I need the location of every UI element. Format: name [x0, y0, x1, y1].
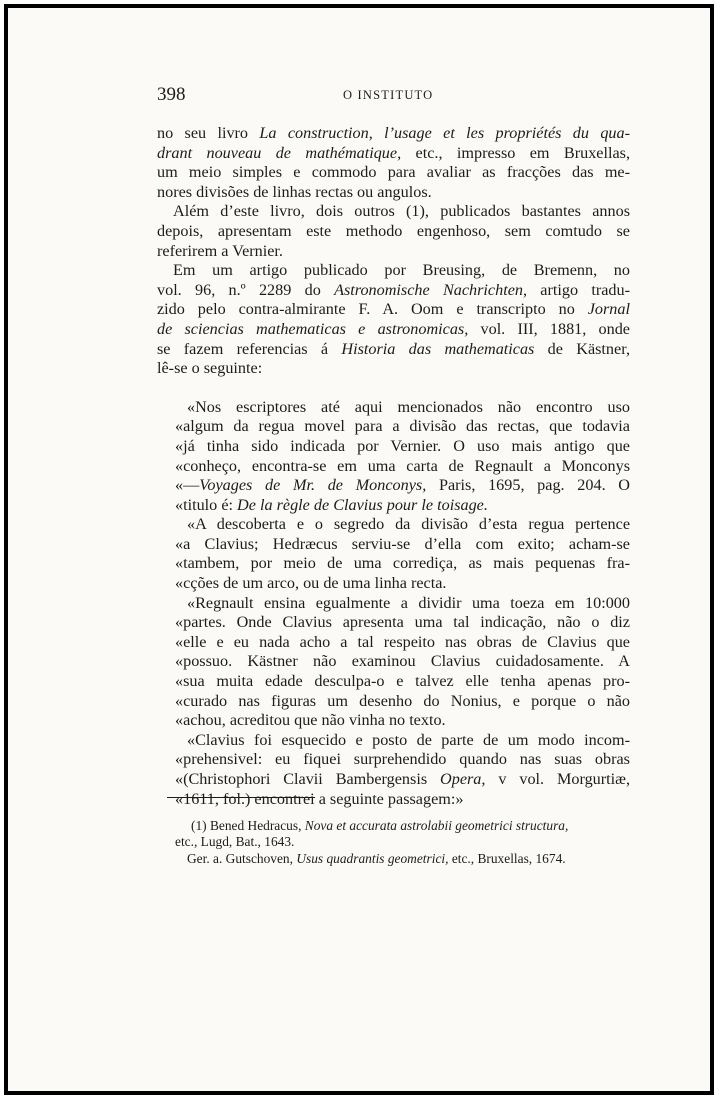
italic-text: La construction, l’usage et les propriétés du qua- — [259, 124, 630, 142]
text-run: de Kästner, — [534, 339, 630, 358]
text-line — [157, 554, 630, 574]
text-run: Em um artigo publicado por Breusing, de Bremenn, no — [173, 261, 630, 280]
text-run: «achou, acreditou que não vinha no texto. — [175, 711, 446, 730]
main-paragraphs — [157, 124, 630, 379]
text-line — [157, 242, 630, 262]
text-line — [157, 594, 630, 614]
text-line — [157, 790, 630, 810]
text-run: (1) Bened Hedracus, — [191, 818, 305, 833]
quote-paragraph — [157, 398, 630, 516]
text-run: «partes. Onde Clavius apresenta uma tal indicação, não o diz — [175, 613, 630, 632]
italic-text: De la règle de Clavius pour le toisage. — [237, 495, 488, 514]
text-line — [157, 398, 630, 418]
text-run: Ger. a. Gutschoven, — [187, 850, 297, 866]
text-run: vol. III, 1881, onde — [468, 319, 630, 338]
text-line — [157, 417, 630, 437]
text-line — [157, 437, 630, 457]
text-run: «curado nas figuras um desenho do Nonius, e porque o não — [175, 691, 630, 710]
text-line — [157, 261, 630, 281]
text-run: um meio simples e commodo para avaliar as fracções das me- — [157, 163, 630, 182]
page-number: 398 — [157, 84, 186, 105]
paragraph — [157, 202, 630, 261]
quoted-passage — [157, 398, 630, 809]
text-line — [157, 281, 630, 301]
text-run: artigo tradu- — [527, 280, 630, 299]
text-run: referirem a Vernier. — [157, 241, 283, 260]
text-run: «Regnault ensina egualmente a dividir uma toeza em 10:000 — [187, 593, 630, 612]
paragraph — [157, 124, 630, 202]
text-run: v vol. Morgurtiæ, — [485, 770, 630, 788]
text-line — [175, 851, 640, 867]
text-line — [157, 496, 630, 516]
text-run: «Nos escriptores até aqui mencionados não encontro uso — [187, 397, 630, 416]
running-title: O INSTITUTO — [343, 88, 434, 102]
text-line — [157, 692, 630, 712]
text-line — [157, 672, 630, 692]
text-run: «Clavius foi esquecido e posto de parte de um modo incom- — [187, 730, 630, 749]
text-line — [175, 818, 640, 834]
text-line — [157, 535, 630, 555]
text-run: lê-se o seguinte: — [157, 359, 263, 378]
text-run: etc., impresso em Bruxellas, — [401, 143, 630, 162]
text-line — [157, 340, 630, 360]
text-run: «titulo é: — [175, 495, 238, 514]
text-line — [157, 183, 630, 203]
italic-text: Opera, — [440, 770, 486, 788]
italic-text: Astronomische Nachrichten, — [334, 280, 528, 299]
text-line — [157, 652, 630, 672]
text-run: etc., Lugd, Bat., 1643. — [175, 834, 295, 850]
italic-text: Historia das mathematicas — [341, 339, 535, 358]
text-line — [157, 124, 630, 144]
text-run: Além d’este livro, dois outros (1), publicados bastantes annos — [173, 202, 630, 221]
text-line — [157, 574, 630, 594]
text-run: «prehensivel: eu fiquei surprehendido quando nas suas obras — [175, 750, 630, 769]
text-line — [157, 163, 630, 183]
text-run: «— — [175, 476, 200, 495]
text-run: «elle e eu nada acho a tal respeito nas obras de Clavius que — [175, 632, 630, 651]
text-line — [175, 834, 640, 850]
italic-text: drant nouveau de mathématique, — [157, 143, 402, 162]
italic-text: Voyages de Mr. de Monconys, — [199, 476, 427, 495]
text-run: «algum da regua movel para a divisão das rectas, que todavia — [175, 417, 630, 436]
text-line — [157, 613, 630, 633]
text-line — [157, 320, 630, 340]
text-run: «(Christophori Clavii Bambergensis — [175, 770, 441, 788]
text-run: etc., Bruxellas, 1674. — [448, 850, 566, 866]
text-line — [157, 457, 630, 477]
quote-paragraph — [157, 594, 630, 731]
text-line — [157, 476, 630, 496]
text-run: «conheço, encontra-se em uma carta de Regnault a Monconys — [175, 456, 630, 475]
text-run: depois, apresentam este methodo engenhoso, sem comtudo se — [157, 221, 630, 240]
paragraph — [157, 261, 630, 379]
text-run: no seu livro — [157, 124, 260, 142]
italic-text: de sciencias mathematicas e astronomicas, — [157, 319, 469, 338]
footnote — [175, 818, 640, 867]
text-line — [157, 633, 630, 653]
italic-text: Nova et accurata astrolabii geometrici structura, — [304, 818, 569, 833]
text-run: zido pelo contra-almirante F. A. Oom e transcripto no — [157, 300, 588, 319]
text-run: «possuo. Kästner não examinou Clavius cuidadosamente. A — [175, 652, 630, 671]
text-line — [157, 750, 630, 770]
footnote-separator-rule — [167, 797, 315, 798]
text-run: «já tinha sido indicada por Vernier. O uso mais antigo que — [175, 436, 630, 455]
footnotes — [175, 818, 640, 867]
text-run: «A descoberta e o segredo da divisão d’esta regua pertence — [187, 515, 630, 534]
italic-text: Jornal — [587, 300, 630, 319]
text-run: Paris, 1695, pag. 204. O — [426, 476, 631, 495]
text-line — [157, 770, 630, 790]
text-line — [157, 222, 630, 242]
text-line — [157, 711, 630, 731]
text-line — [157, 359, 630, 379]
page-header — [157, 84, 629, 108]
quote-paragraph — [157, 515, 630, 593]
italic-text: Usus quadrantis geometrici, — [296, 850, 449, 866]
text-run: «1611, fol.) encontrei a seguinte passagem:» — [175, 789, 464, 808]
text-line — [157, 515, 630, 535]
text-line — [157, 202, 630, 222]
text-run: «tambem, por meio de uma corrediça, as mais pequenas fra- — [175, 554, 630, 573]
text-line — [157, 300, 630, 320]
text-run: «a Clavius; Hedræcus serviu-se d’ella com exito; acham-se — [175, 534, 630, 553]
text-run: «cções de um arco, ou de uma linha recta. — [175, 574, 447, 593]
text-run: vol. 96, n.º 2289 do — [157, 280, 335, 299]
text-run: nores divisões de linhas rectas ou angulos. — [157, 182, 432, 201]
body-text — [157, 124, 630, 809]
text-line — [157, 731, 630, 751]
text-line — [157, 144, 630, 164]
text-run: «sua muita edade desculpa-o e talvez elle tenha apenas pro- — [175, 672, 630, 691]
text-run: se fazem referencias á — [157, 339, 342, 358]
